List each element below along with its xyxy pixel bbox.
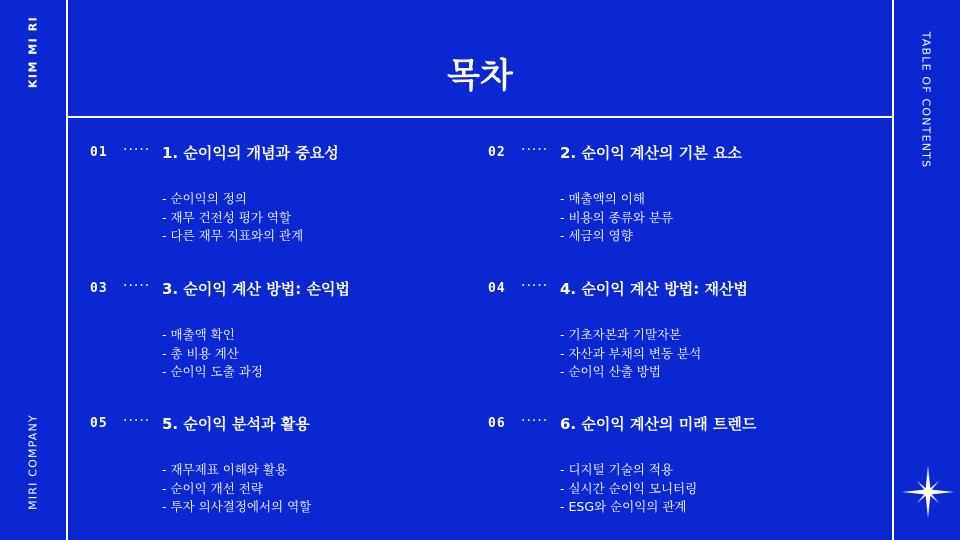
item-title: 3. 순이익 계산 방법: 손익법 bbox=[162, 280, 350, 298]
leader-dots: ····· bbox=[521, 142, 549, 158]
toc-item-06 bbox=[488, 413, 848, 533]
leader-dots: ····· bbox=[521, 413, 549, 429]
sub-list bbox=[162, 190, 303, 246]
leader-dots: ····· bbox=[123, 278, 151, 294]
item-title: 1. 순이익의 개념과 중요성 bbox=[162, 144, 339, 162]
toc-item-01 bbox=[90, 142, 450, 262]
sub-item: - 디지털 기술의 적용 bbox=[560, 462, 674, 477]
item-title: 2. 순이익 계산의 기본 요소 bbox=[560, 144, 742, 162]
item-number: 04 bbox=[488, 281, 506, 296]
sub-item: - 다른 재무 지표와의 관계 bbox=[162, 228, 304, 243]
sub-list bbox=[560, 326, 701, 382]
sub-list bbox=[162, 326, 263, 382]
item-number: 03 bbox=[90, 281, 108, 296]
sub-item: - 매출액 확인 bbox=[162, 327, 235, 342]
leader-dots: ····· bbox=[123, 413, 151, 429]
sub-item: - 세금의 영향 bbox=[560, 228, 633, 243]
item-number: 05 bbox=[90, 416, 108, 431]
item-number: 01 bbox=[90, 145, 108, 160]
brand-name: KIM MI RI bbox=[26, 15, 40, 89]
sub-item: - 기초자본과 기말자본 bbox=[560, 327, 682, 342]
sub-item: - 순이익의 정의 bbox=[162, 191, 247, 206]
toc-item-04 bbox=[488, 278, 848, 398]
toc-item-02 bbox=[488, 142, 848, 262]
sparkle-icon bbox=[902, 466, 954, 518]
item-title: 4. 순이익 계산 방법: 재산법 bbox=[560, 280, 748, 298]
company-name: MIRI COMPANY bbox=[26, 414, 40, 510]
sub-item: - 매출액의 이해 bbox=[560, 191, 645, 206]
title-divider bbox=[66, 116, 894, 118]
leader-dots: ····· bbox=[521, 278, 549, 294]
sub-item: - 비용의 종류와 분류 bbox=[560, 209, 674, 225]
page-title: 목차 bbox=[447, 56, 513, 96]
sub-item: - 총 비용 계산 bbox=[162, 345, 239, 361]
sub-item: - 재무 건전성 평가 역할 bbox=[162, 209, 292, 225]
sub-list bbox=[560, 461, 697, 517]
leader-dots: ····· bbox=[123, 142, 151, 158]
sub-item: - 순이익 산출 방법 bbox=[560, 364, 661, 379]
sub-item: - 실시간 순이익 모니터링 bbox=[560, 480, 698, 496]
sub-list bbox=[560, 190, 673, 246]
sub-item: - 재무제표 이해와 활용 bbox=[162, 462, 288, 477]
sub-item: - 자산과 부채의 변동 분석 bbox=[560, 345, 702, 361]
item-number: 06 bbox=[488, 416, 506, 431]
item-number: 02 bbox=[488, 145, 506, 160]
item-title: 6. 순이익 계산의 미래 트렌드 bbox=[560, 415, 757, 433]
sub-list bbox=[162, 461, 311, 517]
toc-item-03 bbox=[90, 278, 450, 398]
sub-item: - 순이익 도출 과정 bbox=[162, 364, 263, 379]
sub-item: - 순이익 개선 전략 bbox=[162, 480, 263, 496]
toc-side-label: TABLE OF CONTENTS bbox=[919, 31, 933, 169]
toc-item-05 bbox=[90, 413, 450, 533]
sub-item: - ESG와 순이익의 관계 bbox=[560, 499, 687, 514]
item-title: 5. 순이익 분석과 활용 bbox=[162, 415, 310, 433]
right-divider bbox=[892, 0, 894, 540]
sub-item: - 투자 의사결정에서의 역할 bbox=[162, 499, 312, 514]
